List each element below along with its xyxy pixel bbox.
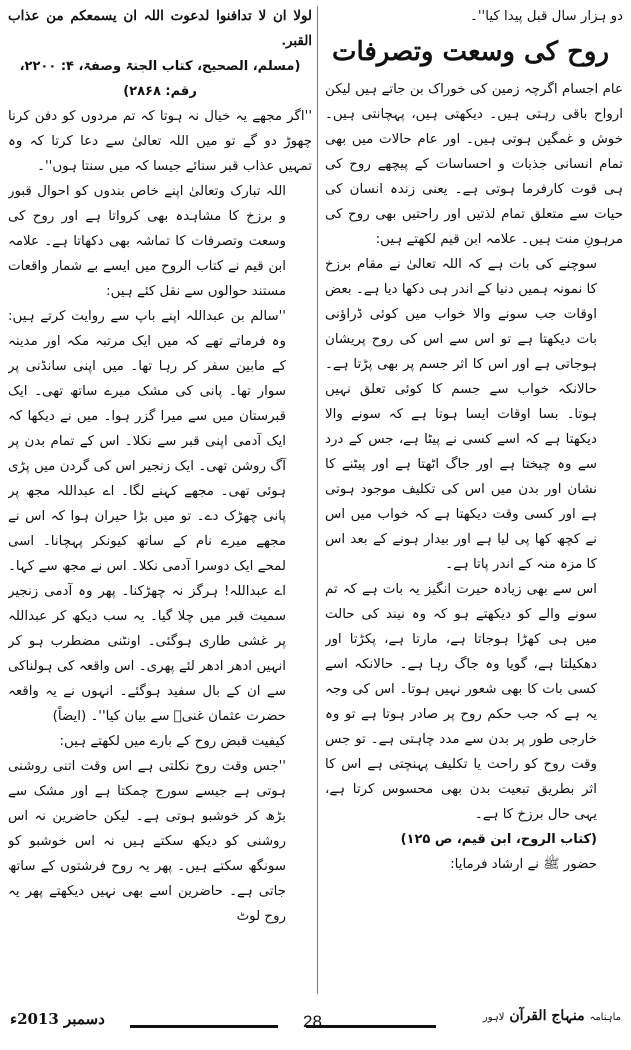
brand-prefix: ماہنامہ (589, 1012, 621, 1023)
page-number: 28 (303, 1012, 322, 1031)
body-paragraph: اللہ تبارک وتعالیٰ اپنے خاص بندوں کو احوال قبور و برزخ کا مشاہدہ بھی کرواتا ہے اور روح کی وسعت وتصرفات کا تماشہ بھی دکھاتا ہے۔ علامہ ابن قیم نے کتاب الروح میں ایسے بے شمار واقعات مستند حوالوں سے نقل کئے ہیں: (8, 184, 286, 299)
column-divider (317, 6, 318, 994)
issue-date: دسمبر 2013ء (10, 1010, 105, 1028)
body-paragraph: کیفیت قبض روح کے بارے میں لکھتے ہیں: (59, 734, 286, 749)
body-paragraph: اس سے بھی زیادہ حیرت انگیز یہ بات ہے کہ تم سونے والے کو دیکھتے ہو کہ وہ نیند کی حالت میں ہی کھڑا ہوجاتا ہے، مارتا ہے، پکڑتا اور دھکیلتا ہے، گویا وہ جاگ رہا ہے۔ حالانکہ اسے کسی بات کا بھی شعور نہیں ہوتا۔ اس کی وجہ یہ ہے کہ جب حکم روح پر صادر ہوتا ہے تو وہ خارجی طور پر بدن سے مدد چاہتی ہے۔ تو جس وقت روح کو راحت یا تکلیف پہنچتی ہے اس کا اثر بطریق تبعیت بدن بھی محسوس کرتا ہے، یہی حال برزخ کا ہے۔ (325, 582, 597, 822)
continued-top-line: دو ہزار سال قبل پیدا کیا''۔ (470, 9, 623, 24)
page-footer (0, 1008, 631, 1048)
right-column (325, 4, 623, 994)
reference-citation: (مسلم، الصحیح، کتاب الجنۃ وصفۃ، ۴: ۲۲۰۰، رقم: ۲۸۶۸) (19, 59, 301, 99)
reference-citation: (کتاب الروح، ابن قیم، ص ۱۲۵) (400, 832, 597, 847)
quoted-narration: ''جس وقت روح نکلتی ہے اس وقت اتنی روشنی ہوتی ہے جیسے سورج چمکتا ہے اور مشک سے بڑھ کر خوشبو ہوتی ہے۔ لیکن حاضرین نہ اس روشنی کو دیکھ سکتے ہیں نہ اس خوشبو کو سونگھ سکتے ہیں۔ پھر یہ روح فرشتوں کے ساتھ جاتی ہے۔ حاضرین اسے بھی نہیں دیکھتے پھر یہ روح لوٹ (8, 759, 286, 924)
quoted-narration: ''سالم بن عبداللہ اپنے باپ سے روایت کرتے ہیں: وہ فرماتے تھے کہ میں ایک مرتبہ مکہ اور مدینہ کے مابین سفر کر رہا تھا۔ میں اپنی سانڈنی پر سوار تھا۔ پانی کی مشک میرے ساتھ تھی۔ ایک قبرستان میں سے میرا گزر ہوا۔ میں نے دیکھا کہ ایک آدمی اپنی قبر سے نکلا۔ اس کے تمام بدن پر آگ روشن تھی۔ ایک زنجیر اس کی گردن میں پڑی ہوئی تھی۔ مجھے کہنے لگا۔ اے عبداللہ مجھ پر پانی چھڑک دے۔ تو میں بڑا حیران ہوا کہ اس نے مجھے میرے نام کے ساتھ کیونکر پہچانا۔ اسی لمحے ایک دوسرا آدمی نکلا۔ اس نے مجھ سے کہا۔ اے عبداللہ! ہرگز نہ چھڑکنا۔ پھر وہ آدمی زنجیر سمیت قبر میں چلا گیا۔ یہ سب دیکھ کر عبداللہ پر غشی طاری ہوگئی۔ اونٹنی مضطرب ہو کر انہیں ادھر ادھر لئے پھری۔ اس واقعہ کی ہولناکی سے ان کے بال سفید ہوگئے۔ انہوں نے یہ واقعہ حضرت عثمان غنیؓ سے بیان کیا''۔ (ایضاً) (8, 309, 286, 724)
magazine-masthead (483, 1008, 621, 1024)
left-column (8, 4, 312, 994)
hadith-translation: ''اگر مجھے یہ خیال نہ ہوتا کہ تم مردوں کو دفن کرنا چھوڑ دو گے تو میں اللہ تعالیٰ سے دعا کرتا کہ وہ تمہیں عذاب قبر سنائے جیسا کہ میں سنتا ہوں''۔ (8, 109, 312, 174)
footer-rule (130, 1025, 278, 1028)
arabic-hadith: لولا ان لا تدافنوا لدعوت اللہ ان يسمعكم من عذاب القبر. (8, 8, 312, 49)
section-heading: روح کی وسعت وتصرفات (331, 37, 609, 67)
brand-city: لاہور (482, 1012, 505, 1023)
closing-line: حضور ﷺ نے ارشاد فرمایا: (450, 857, 597, 872)
quoted-paragraph: سوچنے کی بات ہے کہ اللہ تعالیٰ نے مقام برزخ کا نمونہ ہمیں دنیا کے اندر ہی دکھا دیا ہے۔ بعض اوقات جب سونے والا خواب میں کوئی ڈراؤنی بات دیکھتا ہے تو اس سے اس کی روح پریشان ہوجاتی ہے اور اس کا اثر جسم پر بھی پڑتا ہے۔ حالانکہ خواب سے جسم کا کوئی تعلق نہیں ہوتا۔ بسا اوقات ایسا ہوتا ہے کہ سونے والا دیکھتا ہے کہ اسے کسی نے پیٹا ہے، جس کے درد سے وہ چیختا ہے اور جاگ اٹھتا ہے اور پیٹنے کا نشان اور بدن میں اس کی تکلیف موجود ہوتی ہے اور کسی وقت دیکھتا ہے کہ خواب میں اس نے کچھ کھا پی لیا ہے اور بیدار ہونے کے بعد اس کا مزہ منہ کے اندر پاتا ہے۔ (325, 257, 597, 572)
footer-rule (306, 1025, 436, 1028)
brand-name: منہاج القرآن (509, 1008, 585, 1024)
body-paragraph: عام اجسام اگرچہ زمین کی خوراک بن جاتے ہیں لیکن ارواح باقی رہتی ہیں۔ دیکھتی ہیں، پہچانتی ہیں۔ خوش و غمگین ہوتی ہیں۔ اور عام حالات میں بھی تمام انسانی جذبات و احساسات کے پیچھے روح کی ہی قوت کارفرما ہوتی ہے۔ یعنی زندہ انسان کی حیات سے متعلق تمام لذتیں اور راحتیں بھی روح کی مرہونِ منت ہیں۔ علامہ ابن قیم لکھتے ہیں: (325, 82, 623, 247)
